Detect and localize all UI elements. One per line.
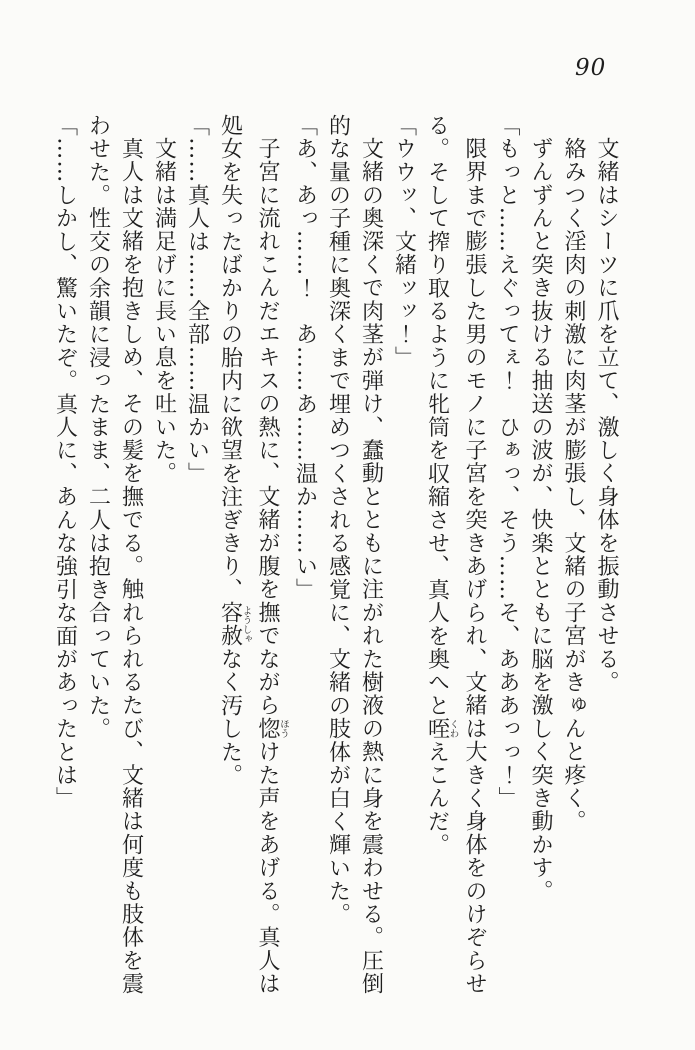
text-block [49,114,624,996]
text-line: 絡みつく淫肉の刺激に肉茎が膨張し、文緒の子宮がきゅんと疼く。 [561,137,586,833]
text-line: 的な量の子種に奥深くまで埋めつくされる感覚に、文緒の肢体が白く輝いた。 [325,114,351,926]
text-line: 文緒は満足げに長い息を吐いた。 [151,137,177,485]
text-line: 「……しかし、驚いたぞ。真人に、あんな強引な面があったとは」 [52,114,78,810]
text-line: 処女を失ったばかりの胎内に欲望を注ぎきり、容赦ようしゃなく汚した。 [217,114,252,787]
text-line: 子宮に流れこんだエキスの熱に、文緒が腹を撫でながら惚ほうけた声をあげる。真人は [255,137,289,996]
text-line: る。そして搾り取るように牝筒を収縮させ、真人を奥へと咥くわえこんだ。 [424,114,459,857]
text-line: 「もっと……えぐってぇ！ ひぁっ、そう……そ、あああっっ！」 [495,114,520,810]
text-line: 「あ、あっ……！ あ……あ……温か……い」 [292,114,318,602]
text-line: 文緒の奥深くで肉茎が弾け、蠢動とともに注がれた樹液の熱に身を震わせる。圧倒 [358,137,384,996]
text-line: 「……真人は……全部……温かい」 [184,114,210,486]
text-line: 文緒はシーツに爪を立て、激しく身体を振動させる。 [594,137,619,694]
text-line: 真人は文緒を抱きしめ、その髪を撫でる。触れられるたび、文緒は何度も肢体を震 [118,137,144,996]
page-number: 90 [575,55,607,81]
text-line: 限界まで膨張した男のモノに子宮を突きあげられ、文緒は大きく身体をのけぞらせ [462,137,487,996]
text-line: ずんずんと突き抜ける抽送の波が、快楽とともに脳を激しく突き動かす。 [528,137,553,903]
ruby-annotated-word: 惚ほう [255,717,289,741]
ruby-annotated-word: 咥くわ [424,717,459,741]
ruby-annotated-word: 容赦ようしゃ [217,601,252,648]
text-line: わせた。性交の余韻に浸ったまま、二人は抱き合っていた。 [85,114,111,741]
text-line: 「ウウッ、文緒ッッ！」 [391,114,417,370]
